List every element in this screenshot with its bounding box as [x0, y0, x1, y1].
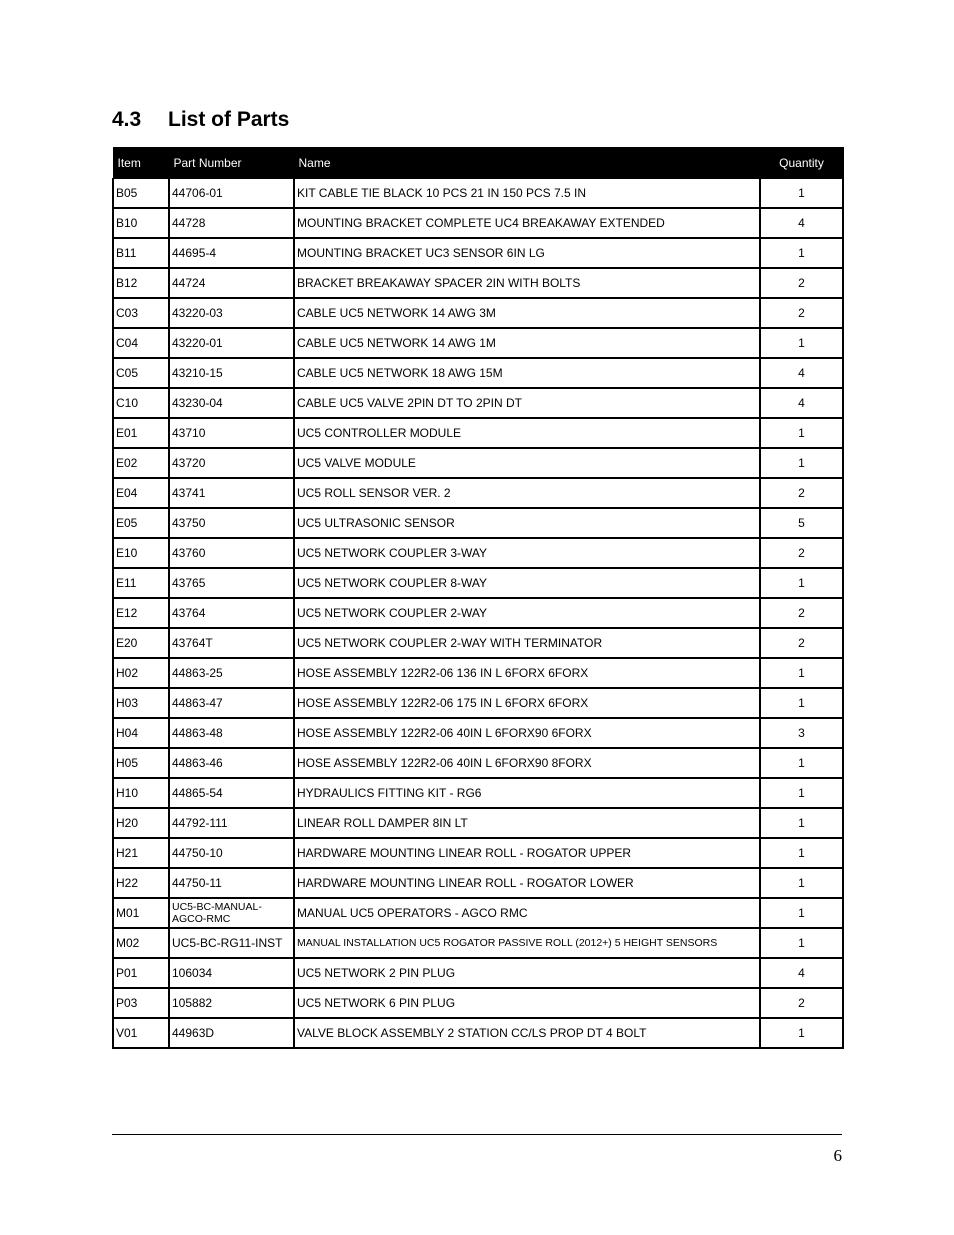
cell-part-number: 44728 [169, 208, 294, 238]
table-row [113, 718, 843, 748]
cell-part-number: 44695-4 [169, 238, 294, 268]
cell-name: VALVE BLOCK ASSEMBLY 2 STATION CC/LS PROP DT 4 BOLT [294, 1018, 760, 1048]
cell-item: B10 [113, 208, 169, 238]
cell-name: MOUNTING BRACKET COMPLETE UC4 BREAKAWAY EXTENDED [294, 208, 760, 238]
cell-quantity: 1 [760, 658, 843, 688]
cell-part-number: 44863-47 [169, 688, 294, 718]
cell-item: C05 [113, 358, 169, 388]
cell-quantity: 1 [760, 928, 843, 958]
table-row [113, 179, 843, 209]
cell-part-number: 43210-15 [169, 358, 294, 388]
cell-name: UC5 CONTROLLER MODULE [294, 418, 760, 448]
cell-name: UC5 VALVE MODULE [294, 448, 760, 478]
cell-name: CABLE UC5 VALVE 2PIN DT TO 2PIN DT [294, 388, 760, 418]
cell-quantity: 1 [760, 328, 843, 358]
cell-quantity: 4 [760, 958, 843, 988]
cell-part-number: 44750-10 [169, 838, 294, 868]
cell-quantity: 1 [760, 1018, 843, 1048]
cell-quantity: 1 [760, 838, 843, 868]
cell-item: E11 [113, 568, 169, 598]
cell-quantity: 1 [760, 868, 843, 898]
cell-quantity: 2 [760, 298, 843, 328]
cell-part-number: 44963D [169, 1018, 294, 1048]
cell-name: HYDRAULICS FITTING KIT - RG6 [294, 778, 760, 808]
cell-item: B12 [113, 268, 169, 298]
cell-name: HARDWARE MOUNTING LINEAR ROLL - ROGATOR UPPER [294, 838, 760, 868]
cell-name: HOSE ASSEMBLY 122R2-06 175 IN L 6FORX 6FORX [294, 688, 760, 718]
footer-divider [112, 1134, 842, 1135]
cell-name: UC5 ULTRASONIC SENSOR [294, 508, 760, 538]
cell-part-number: 44706-01 [169, 179, 294, 209]
cell-part-number: 43741 [169, 478, 294, 508]
cell-part-number: 43760 [169, 538, 294, 568]
cell-name: KIT CABLE TIE BLACK 10 PCS 21 IN 150 PCS 7.5 IN [294, 179, 760, 209]
table-row [113, 1018, 843, 1048]
cell-quantity: 1 [760, 238, 843, 268]
cell-part-number: 43220-03 [169, 298, 294, 328]
cell-item: E20 [113, 628, 169, 658]
cell-item: C03 [113, 298, 169, 328]
cell-quantity: 1 [760, 778, 843, 808]
table-row [113, 628, 843, 658]
cell-part-number: 43750 [169, 508, 294, 538]
table-row [113, 988, 843, 1018]
cell-name: CABLE UC5 NETWORK 14 AWG 3M [294, 298, 760, 328]
cell-quantity: 3 [760, 718, 843, 748]
cell-part-number: 43720 [169, 448, 294, 478]
cell-name: UC5 NETWORK COUPLER 3-WAY [294, 538, 760, 568]
cell-quantity: 2 [760, 478, 843, 508]
cell-quantity: 5 [760, 508, 843, 538]
cell-name: HOSE ASSEMBLY 122R2-06 136 IN L 6FORX 6FORX [294, 658, 760, 688]
page-number: 6 [833, 1146, 842, 1165]
cell-quantity: 1 [760, 448, 843, 478]
cell-name: HARDWARE MOUNTING LINEAR ROLL - ROGATOR LOWER [294, 868, 760, 898]
cell-item: H22 [113, 868, 169, 898]
table-row [113, 538, 843, 568]
table-row [113, 598, 843, 628]
cell-part-number: 44724 [169, 268, 294, 298]
cell-item: M01 [113, 898, 169, 928]
cell-part-number: 44863-25 [169, 658, 294, 688]
cell-item: B05 [113, 179, 169, 209]
cell-quantity: 2 [760, 538, 843, 568]
table-row [113, 688, 843, 718]
cell-part-number: 43710 [169, 418, 294, 448]
header-item: Item [113, 148, 169, 179]
cell-item: B11 [113, 238, 169, 268]
section-heading [112, 108, 289, 132]
cell-quantity: 1 [760, 748, 843, 778]
section-number: 4.3 [112, 108, 142, 131]
table-row [113, 208, 843, 238]
cell-item: P03 [113, 988, 169, 1018]
cell-name: MOUNTING BRACKET UC3 SENSOR 6IN LG [294, 238, 760, 268]
cell-item: P01 [113, 958, 169, 988]
cell-item: H21 [113, 838, 169, 868]
cell-part-number: 105882 [169, 988, 294, 1018]
cell-quantity: 4 [760, 388, 843, 418]
table-header-row [113, 148, 843, 179]
cell-part-number: 44863-46 [169, 748, 294, 778]
cell-quantity: 1 [760, 418, 843, 448]
cell-quantity: 2 [760, 628, 843, 658]
cell-item: C10 [113, 388, 169, 418]
header-quantity: Quantity [760, 148, 843, 179]
cell-name: CABLE UC5 NETWORK 14 AWG 1M [294, 328, 760, 358]
cell-item: E12 [113, 598, 169, 628]
section-title: List of Parts [168, 108, 290, 131]
table-row [113, 328, 843, 358]
table-row [113, 748, 843, 778]
cell-name: UC5 NETWORK 6 PIN PLUG [294, 988, 760, 1018]
table-row [113, 418, 843, 448]
cell-part-number: 44863-48 [169, 718, 294, 748]
cell-item: H10 [113, 778, 169, 808]
cell-part-number: 43764 [169, 598, 294, 628]
cell-name: MANUAL INSTALLATION UC5 ROGATOR PASSIVE ROLL (2012+) 5 HEIGHT SENSORS [294, 928, 760, 958]
cell-item: H03 [113, 688, 169, 718]
cell-item: M02 [113, 928, 169, 958]
cell-item: H02 [113, 658, 169, 688]
cell-name: UC5 NETWORK 2 PIN PLUG [294, 958, 760, 988]
cell-name: HOSE ASSEMBLY 122R2-06 40IN L 6FORX90 6FORX [294, 718, 760, 748]
cell-name: UC5 ROLL SENSOR VER. 2 [294, 478, 760, 508]
cell-quantity: 2 [760, 598, 843, 628]
table-row [113, 568, 843, 598]
cell-name: UC5 NETWORK COUPLER 8-WAY [294, 568, 760, 598]
cell-quantity: 4 [760, 358, 843, 388]
cell-quantity: 2 [760, 988, 843, 1018]
cell-part-number: 43230-04 [169, 388, 294, 418]
cell-item: C04 [113, 328, 169, 358]
table-row [113, 298, 843, 328]
cell-quantity: 1 [760, 898, 843, 928]
header-name: Name [294, 148, 760, 179]
cell-part-number: 44865-54 [169, 778, 294, 808]
cell-item: E02 [113, 448, 169, 478]
table-row [113, 868, 843, 898]
cell-item: H20 [113, 808, 169, 838]
cell-name: UC5 NETWORK COUPLER 2-WAY [294, 598, 760, 628]
table-row [113, 478, 843, 508]
header-part-number: Part Number [169, 148, 294, 179]
table-row [113, 238, 843, 268]
cell-name: CABLE UC5 NETWORK 18 AWG 15M [294, 358, 760, 388]
cell-quantity: 1 [760, 568, 843, 598]
cell-part-number: 44792-111 [169, 808, 294, 838]
cell-item: V01 [113, 1018, 169, 1048]
cell-quantity: 4 [760, 208, 843, 238]
cell-item: E10 [113, 538, 169, 568]
table-row [113, 898, 843, 928]
table-row [113, 508, 843, 538]
cell-quantity: 1 [760, 179, 843, 209]
table-row [113, 268, 843, 298]
table-row [113, 928, 843, 958]
table-row [113, 448, 843, 478]
table-row [113, 358, 843, 388]
cell-part-number: 43765 [169, 568, 294, 598]
parts-table-body [113, 179, 843, 1049]
table-row [113, 658, 843, 688]
cell-part-number: UC5-BC-RG11-INST [169, 928, 294, 958]
table-row [113, 388, 843, 418]
cell-name: BRACKET BREAKAWAY SPACER 2IN WITH BOLTS [294, 268, 760, 298]
cell-name: UC5 NETWORK COUPLER 2-WAY WITH TERMINATOR [294, 628, 760, 658]
cell-part-number: 106034 [169, 958, 294, 988]
cell-item: H05 [113, 748, 169, 778]
cell-quantity: 1 [760, 688, 843, 718]
cell-name: MANUAL UC5 OPERATORS - AGCO RMC [294, 898, 760, 928]
cell-item: H04 [113, 718, 169, 748]
cell-part-number: 43764T [169, 628, 294, 658]
cell-name: HOSE ASSEMBLY 122R2-06 40IN L 6FORX90 8FORX [294, 748, 760, 778]
cell-item: E05 [113, 508, 169, 538]
cell-part-number: 44750-11 [169, 868, 294, 898]
cell-quantity: 1 [760, 808, 843, 838]
table-row [113, 958, 843, 988]
cell-part-number: UC5-BC-MANUAL-AGCO-RMC [169, 898, 294, 928]
parts-table [112, 147, 844, 1049]
cell-item: E04 [113, 478, 169, 508]
table-row [113, 778, 843, 808]
cell-item: E01 [113, 418, 169, 448]
cell-name: LINEAR ROLL DAMPER 8IN LT [294, 808, 760, 838]
table-row [113, 808, 843, 838]
cell-part-number: 43220-01 [169, 328, 294, 358]
table-row [113, 838, 843, 868]
cell-quantity: 2 [760, 268, 843, 298]
